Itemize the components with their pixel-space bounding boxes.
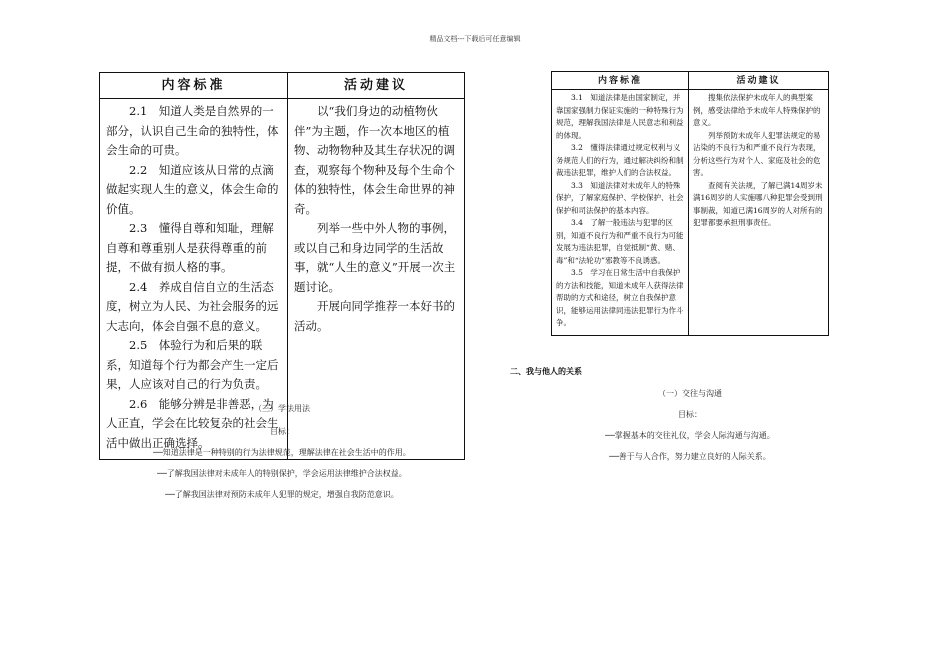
column-header-activity-suggestion: 活动建议 bbox=[689, 72, 829, 90]
relations-section-goals bbox=[551, 388, 829, 462]
content-item: 3.5 学习在日常生活中自我保护的方法和技能，知道未成年人获得法律帮助的方式和途径，树立自我保护意识，能够运用法律同违法犯罪行为作斗争。 bbox=[556, 268, 684, 327]
activity-item: 列举一些中外人物的事例，或以自己和身边同学的生活故事，就“人生的意义”开展一次主题讨论。 bbox=[294, 221, 456, 294]
section-subtitle: （一）交往与沟通 bbox=[658, 389, 722, 398]
goal-item: ──了解我国法律对未成年人的特别保护，学会运用法律维护合法权益。 bbox=[157, 469, 407, 478]
column-header-activity-suggestion: 活动建议 bbox=[288, 73, 465, 99]
column-header-content-standard: 内容标准 bbox=[552, 72, 689, 90]
activity-item: 开展向同学推荐一本好书的活动。 bbox=[294, 299, 455, 333]
goal-item: ──知道法律是一种特别的行为法律规范，理解法律在社会生活中的作用。 bbox=[153, 448, 411, 457]
content-standards-cell bbox=[552, 90, 689, 336]
content-item: 3.2 懂得法律通过规定权利与义务规范人们的行为，通过解决纠纷和制裁违法犯罪，维护人们的合法权益。 bbox=[556, 143, 684, 177]
content-item: 3.1 知道法律是由国家制定，并靠国家强制力保证实施的一种特殊行为规范，理解我国法律是人民意志和利益的体现。 bbox=[556, 93, 684, 140]
activity-item: 以“我们身边的动植物伙伴”为主题，作一次本地区的植物、动物物种及其生存状况的调查，观察每个物种及每个生命个体的独特性，体会生命世界的神奇。 bbox=[294, 104, 455, 216]
goal-item: ──掌握基本的交往礼仪，学会人际沟通与沟通。 bbox=[605, 431, 775, 440]
activity-item: 查阅有关法规，了解已满14周岁未满16周岁的人实施哪八种犯罪会受到刑事制裁，知道已满16周岁的人对所有的犯罪都要承担刑事责任。 bbox=[693, 180, 823, 227]
activity-suggestions-cell bbox=[689, 90, 829, 336]
page-header: 精品文档---下载后可任意编辑 bbox=[429, 35, 521, 43]
content-item: 2.6 能够分辨是非善恶，为人正直，学会在比较复杂的社会生活中做出正确选择。 bbox=[106, 396, 279, 450]
content-item: 3.3 知道法律对未成年人的特殊保护，了解家庭保护、学校保护、社会保护和司法保护的基本内容。 bbox=[556, 180, 684, 215]
content-item: 2.3 懂得自尊和知耻，理解自尊和尊重别人是获得尊重的前提，不做有损人格的事。 bbox=[106, 221, 274, 274]
goal-label: 目标： bbox=[678, 410, 702, 419]
section-subtitle: （三）学法用法 bbox=[254, 404, 310, 413]
content-item: 2.1 知道人类是自然界的一部分，认识自己生命的独特性，体会生命的可贵。 bbox=[106, 104, 279, 157]
law-section-goals bbox=[99, 403, 465, 500]
left-standards-table bbox=[99, 72, 465, 460]
right-standards-table bbox=[551, 71, 829, 336]
activity-item: 列举预防未成年人犯罪法规定的易沾染的不良行为和严重不良行为表现，分析这些行为对个人、家庭及社会的危害。 bbox=[693, 130, 821, 177]
content-item: 2.5 体验行为和后果的联系，知道每个行为都会产生一定后果，人应该对自己的行为负责。 bbox=[106, 338, 279, 391]
activity-item: 搜集依法保护未成年人的典型案例，感受法律给予未成年人特殊保护的意义。 bbox=[693, 93, 821, 127]
content-item: 3.4 了解一般违法与犯罪的区别，知道不良行为和严重不良行为可能发展为违法犯罪，自觉抵制“黄、赌、毒”和“法轮功”邪教等不良诱惑。 bbox=[556, 218, 684, 265]
goal-item: ──善于与人合作，努力建立良好的人际关系。 bbox=[609, 452, 771, 461]
content-item: 2.4 养成自信自立的生活态度，树立为人民、为社会服务的远大志向，体会自强不息的意义。 bbox=[106, 279, 279, 333]
section-title: 二、我与他人的关系 bbox=[510, 366, 582, 376]
content-item: 2.2 知道应该从日常的点滴做起实现人生的意义，体会生命的价值。 bbox=[106, 162, 279, 216]
goal-item: ──了解我国法律对预防未成年人犯罪的规定，增强自我防范意识。 bbox=[165, 490, 399, 499]
column-header-content-standard: 内容标准 bbox=[100, 73, 288, 99]
goal-label: 目标： bbox=[270, 427, 294, 436]
